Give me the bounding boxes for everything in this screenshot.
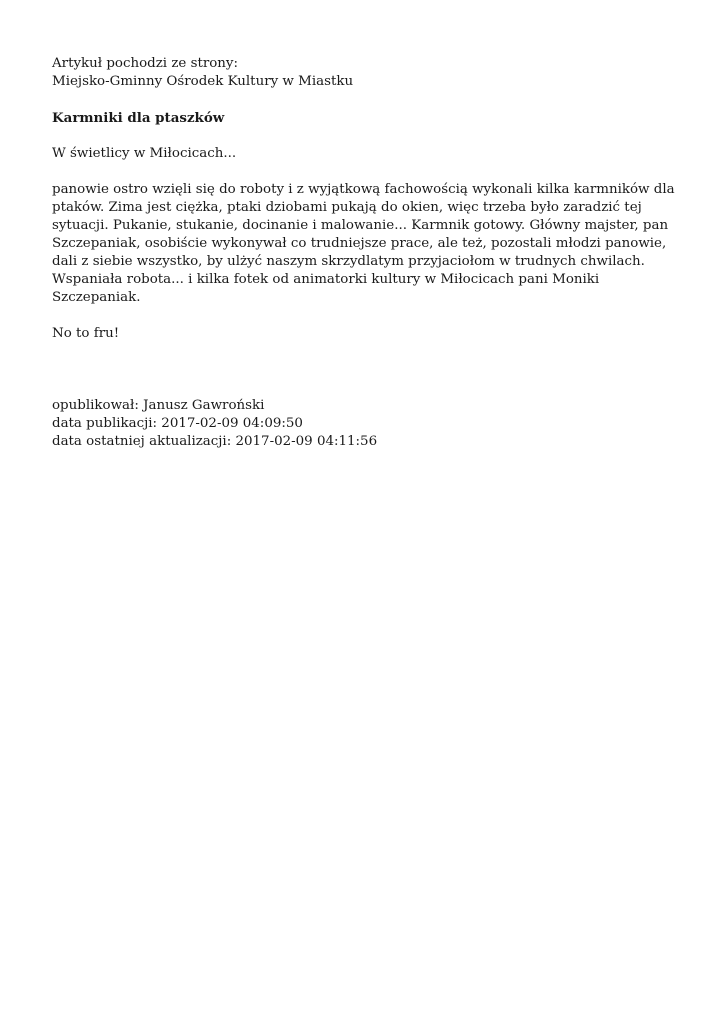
source-info xyxy=(52,55,677,91)
article-lead: W świetlicy w Miłocicach... xyxy=(52,146,237,161)
published-date: data publikacji: 2017-02-09 04:09:50 xyxy=(52,416,303,431)
updated-date: data ostatniej aktualizacji: 2017-02-09 04:11:56 xyxy=(52,434,378,449)
author-line: opublikował: Janusz Gawroński xyxy=(52,398,265,413)
article-page xyxy=(52,55,677,451)
article-closing: No to fru! xyxy=(52,326,120,341)
article-body: panowie ostro wzięli się do roboty i z wyjątkową fachowością wykonali kilka karmników dla ptaków. Zima jest ciężka, ptaki dziobami pukają do okien, więc trzeba było zaradzić tej sytuacji. Pukanie, stukanie, docinanie i malowanie... Karmnik gotowy. Główny majster, pan Szczepaniak, osobiście wykonywał co trudniejsze prace, ale też, pozostali młodzi panowie, dali z siebie wszystko, by ulżyć naszym skrzydlatym przyjaciołom w trudnych chwilach. Wspaniała robota... i kilka fotek od animatorki kultury w Miłocicach pani Moniki Szczepaniak. xyxy=(52,182,675,305)
article-title: Karmniki dla ptaszków xyxy=(52,110,225,126)
source-label: Artykuł pochodzi ze strony: xyxy=(52,56,238,71)
source-site-name: Miejsko-Gminny Ośrodek Kultury w Miastku xyxy=(52,74,354,89)
article-meta xyxy=(52,397,677,451)
